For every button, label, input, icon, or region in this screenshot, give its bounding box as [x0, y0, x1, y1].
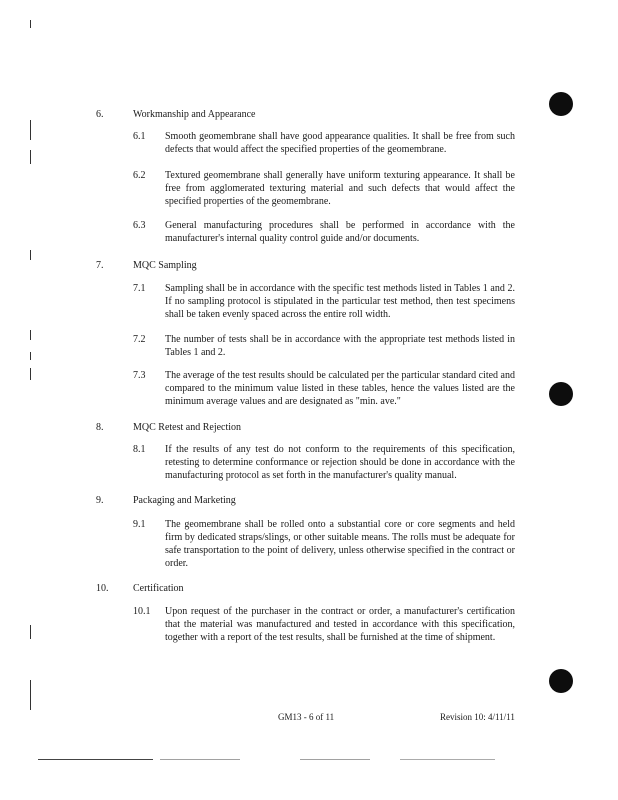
- subsection-9-1-text: The geomembrane shall be rolled onto a substantial core or core segments and held firm by dedicated straps/slings, or other suitable means. The rolls must be adequate for safe transportation to the point of delivery, unless otherwise specified in the contract or order.: [165, 519, 515, 569]
- binder-hole-top: [549, 92, 573, 116]
- section-6-title: Workmanship and Appearance: [133, 109, 256, 120]
- section-8-number: 8.: [96, 422, 104, 433]
- subsection-6-3-number: 6.3: [133, 220, 146, 231]
- margin-mark: [30, 120, 31, 140]
- subsection-10-1-number: 10.1: [133, 606, 151, 617]
- subsection-8-1-number: 8.1: [133, 444, 146, 455]
- section-7-title: MQC Sampling: [133, 260, 197, 271]
- subsection-7-1-text: Sampling shall be in accordance with the specific test methods listed in Tables 1 and 2. If no sampling protocol is stipulated in the particular test method, then test specimens shall be taken evenly spaced across the entire roll width.: [165, 283, 515, 320]
- footer-revision: Revision 10: 4/11/11: [440, 712, 515, 722]
- scan-artifact-line: [160, 759, 240, 760]
- section-9-number: 9.: [96, 495, 104, 506]
- footer-document-id: GM13 - 6 of 11: [278, 712, 335, 722]
- subsection-9-1-number: 9.1: [133, 519, 146, 530]
- margin-mark: [30, 330, 31, 340]
- subsection-7-3-number: 7.3: [133, 370, 146, 381]
- margin-mark: [30, 150, 31, 164]
- subsection-10-1-text: Upon request of the purchaser in the contract or order, a manufacturer's certification that the material was manufactured and tested in accordance with this specification, together with a report of the test results, shall be furnished at the time of shipment.: [165, 606, 515, 643]
- subsection-7-2-number: 7.2: [133, 334, 146, 345]
- binder-hole-bottom: [549, 669, 573, 693]
- section-10-title: Certification: [133, 583, 184, 594]
- subsection-7-2-text: The number of tests shall be in accordance with the appropriate test methods listed in Tables 1 and 2.: [165, 334, 515, 358]
- section-6-number: 6.: [96, 109, 104, 120]
- section-10-number: 10.: [96, 583, 109, 594]
- subsection-6-2-number: 6.2: [133, 170, 146, 181]
- subsection-8-1-text: If the results of any test do not conform to the requirements of this specification, retesting to determine conformance or rejection should be done in accordance with the manufacturing protocol as set forth in the manufacturer's quality manual.: [165, 444, 515, 481]
- section-8-title: MQC Retest and Rejection: [133, 422, 242, 433]
- subsection-6-3-text: General manufacturing procedures shall be performed in accordance with the manufacturer's internal quality control guide and/or documents.: [165, 220, 515, 244]
- subsection-7-3-text: The average of the test results should be calculated per the particular standard cited and compared to the minimum value listed in these tables, hence the values listed are the minimum average values and are designated as "min. ave.": [165, 370, 515, 407]
- subsection-6-1-number: 6.1: [133, 131, 146, 142]
- margin-mark: [30, 250, 31, 260]
- margin-mark: [30, 20, 31, 28]
- scan-artifact-line: [400, 759, 495, 760]
- margin-mark: [30, 625, 31, 639]
- scan-artifact-line: [38, 759, 153, 760]
- scan-artifact-line: [300, 759, 370, 760]
- margin-mark: [30, 352, 31, 360]
- subsection-6-2-text: Textured geomembrane shall generally have uniform texturing appearance. It shall be free from agglomerated texturing material and such defects that would affect the specified properties of the geomembrane.: [165, 170, 515, 207]
- margin-mark: [30, 680, 31, 710]
- binder-hole-middle: [549, 382, 573, 406]
- subsection-7-1-number: 7.1: [133, 283, 146, 294]
- subsection-6-1-text: Smooth geomembrane shall have good appearance qualities. It shall be free from such defects that would affect the specified properties of the geomembrane.: [165, 131, 515, 155]
- margin-mark: [30, 368, 31, 380]
- section-9-title: Packaging and Marketing: [133, 495, 236, 506]
- section-7-number: 7.: [96, 260, 104, 271]
